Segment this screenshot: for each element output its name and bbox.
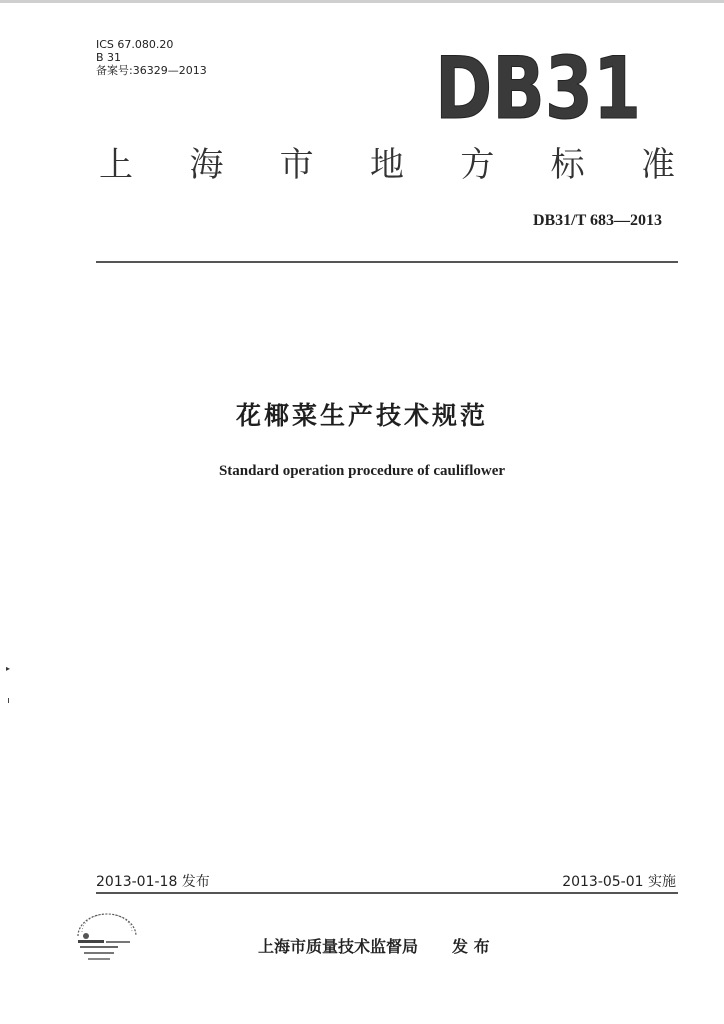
scan-margin-mark: ▸ <box>6 664 11 673</box>
standard-type-title <box>92 138 682 184</box>
standard-type-char: 市 <box>279 144 314 185</box>
issuing-authority <box>258 934 490 957</box>
classification-codes <box>96 38 207 77</box>
class-code: B 31 <box>96 51 122 64</box>
db31-logo <box>432 39 644 139</box>
db31-logo-text: DB31 <box>435 39 641 139</box>
issuer-action: 发 布 <box>452 937 490 956</box>
ics-code: ICS 67.080.20 <box>96 38 174 51</box>
publisher-seal-stamp <box>70 906 144 966</box>
release-date: 2013-01-18 发布 <box>96 874 210 890</box>
record-number: 备案号:36329—2013 <box>96 64 207 77</box>
scan-edge-line <box>0 0 724 3</box>
document-title-english: Standard operation procedure of cauliflower <box>218 463 506 479</box>
standard-type-char: 地 <box>369 144 404 185</box>
standard-type-char: 海 <box>189 144 224 185</box>
scan-margin-mark <box>8 698 9 703</box>
standard-type-char: 标 <box>550 144 585 185</box>
footer-divider <box>96 892 678 894</box>
header-divider <box>96 261 678 263</box>
standard-type-char: 方 <box>460 144 495 185</box>
document-title-chinese: 花椰菜生产技术规范 <box>235 401 488 430</box>
implementation-date: 2013-05-01 实施 <box>562 874 676 890</box>
issuer-name: 上海市质量技术监督局 <box>258 937 419 956</box>
standard-type-char: 准 <box>640 144 675 185</box>
standard-number: DB31/T 683—2013 <box>532 212 662 229</box>
standard-type-char: 上 <box>99 144 133 185</box>
